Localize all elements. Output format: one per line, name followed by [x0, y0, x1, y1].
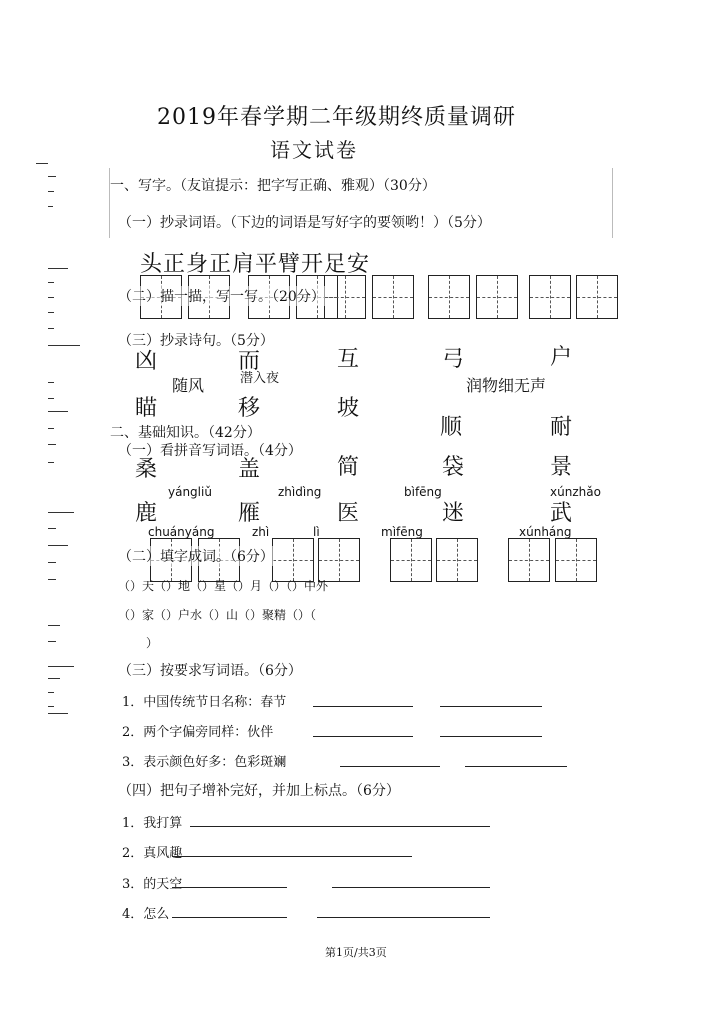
pinyin-row2-1: zhì	[252, 525, 270, 539]
char-row1-3: 弓	[442, 347, 465, 372]
pinyin-row2-0: chuányáng	[148, 525, 215, 539]
char-row3-1: 耐	[550, 415, 573, 440]
q3-item-3: 3．表示颜色好多：色彩斑斓	[122, 755, 287, 770]
char-row4-3: 袋	[442, 455, 465, 480]
char-row5-0: 鹿	[135, 501, 158, 526]
part1-heading: 一、写字。（友谊提示：把字写正确、雅观）（30分）	[110, 178, 436, 194]
part1-q2: （二）描一描，写一写。（20分）	[118, 286, 325, 306]
char-row1-2: 互	[337, 347, 360, 372]
section-box-right	[612, 168, 613, 238]
char-row1-4: 户	[550, 345, 573, 370]
answer-line[interactable]	[440, 706, 542, 707]
char-row5-3: 迷	[442, 501, 465, 526]
q4-item-2: 2．真风趣	[122, 846, 183, 861]
answer-line[interactable]	[440, 736, 542, 737]
char-row5-4: 武	[550, 501, 573, 526]
char-row5-2: 医	[337, 501, 360, 526]
exam-title: 2019年春学期二年级期终质量调研	[157, 105, 516, 130]
answer-line[interactable]	[317, 917, 490, 918]
part2-q1: （一）看拼音写词语。（4分）	[118, 443, 302, 459]
q4-item-4: 4．怎么	[122, 907, 170, 922]
pinyin-row2-3: mìfēng	[381, 525, 423, 539]
answer-line[interactable]	[340, 766, 440, 767]
answer-line[interactable]	[172, 917, 287, 918]
fill-line-1: （）天（）地（）星（）月（）（）中外	[118, 579, 329, 593]
q4-item-3: 3．的天空	[122, 877, 183, 892]
poem-left: 随风	[172, 376, 205, 395]
poem-right: 润物细无声	[466, 376, 547, 395]
part2-q3: （三）按要求写词语。（6分）	[118, 663, 302, 679]
q1-words: 头正身正肩平臂开足安	[140, 252, 371, 277]
fill-line-3: ）	[146, 636, 159, 650]
q4-item-1: 1．我打算	[122, 816, 183, 831]
char-row5-1: 雁	[238, 501, 261, 526]
fill-line-2: （）家（）户水（）山（）聚精（）（	[118, 608, 317, 622]
answer-line[interactable]	[332, 887, 490, 888]
char-row2-1: 移	[238, 396, 261, 421]
q3-item-2: 2．两个字偏旁同样：伙伴	[122, 725, 274, 740]
answer-line[interactable]	[465, 766, 567, 767]
part2-heading: 二、基础知识。（42分）	[110, 425, 261, 441]
poem-middle: 潜入夜	[240, 371, 280, 386]
part2-q4: （四）把句子增补完好，并加上标点。（6分）	[118, 783, 400, 799]
part1-q3: （三）抄录诗句。（5分）	[118, 333, 274, 349]
exam-subtitle: 语文试卷	[270, 138, 358, 162]
q3-item-1: 1．中国传统节日名称：春节	[122, 695, 287, 710]
pinyin-row1-0: yángliǔ	[168, 485, 212, 499]
char-row4-1: 盖	[238, 457, 261, 482]
char-row4-2: 简	[337, 455, 360, 480]
answer-line[interactable]	[313, 736, 413, 737]
char-row4-4: 景	[550, 455, 573, 480]
char-row1-1: 而	[238, 349, 261, 374]
part2-q2: （二）填字成词。（6分）	[118, 546, 274, 566]
answer-line[interactable]	[313, 706, 413, 707]
part1-q1: （一）抄录词语。（下边的词语是写好字的要领哟！）（5分）	[118, 215, 491, 231]
pinyin-row2-2: lì	[313, 525, 320, 539]
pinyin-row2-4: xúnháng	[519, 525, 572, 539]
pinyin-row1-3: xúnzhǎo	[550, 485, 601, 499]
char-row2-0: 瞄	[135, 396, 158, 421]
char-row4-0: 桑	[135, 457, 158, 482]
answer-line[interactable]	[172, 887, 287, 888]
answer-line[interactable]	[172, 856, 412, 857]
char-row1-0: 凶	[135, 349, 158, 374]
char-row3-0: 顺	[440, 415, 463, 440]
page-number: 第1页/共3页	[325, 946, 387, 959]
answer-line[interactable]	[190, 826, 490, 827]
pinyin-row1-2: bìfēng	[404, 485, 442, 499]
pinyin-row1-1: zhìdìng	[278, 485, 322, 499]
char-row2-2: 坡	[337, 396, 360, 421]
